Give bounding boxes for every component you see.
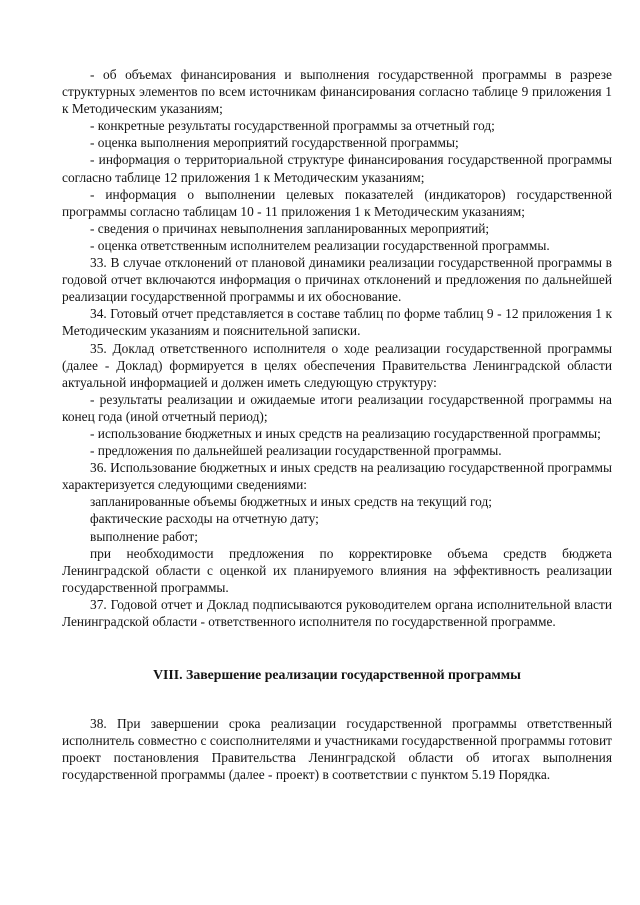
paragraph: - информация о территориальной структуре финансирования государственной программы согласно таблице 12 приложения 1 к Методическим указаниям;: [62, 152, 612, 185]
paragraphs-after-section: [62, 715, 612, 783]
paragraph: выполнение работ;: [90, 528, 198, 544]
paragraph: 33. В случае отклонений от плановой динамики реализации государственной программы в годовой отчет включаются информация о причинах отклонений и предложения по дальнейшей реализации государственной программы и их обоснование.: [62, 255, 612, 305]
document-page: [62, 66, 612, 784]
paragraph: - результаты реализации и ожидаемые итоги реализации государственной программы на конец года (иной отчетный период);: [62, 391, 612, 424]
paragraph: запланированные объемы бюджетных и иных средств на текущий год;: [90, 494, 492, 510]
paragraph: - предложения по дальнейшей реализации государственной программы.: [90, 443, 502, 459]
paragraph: - сведения о причинах невыполнения запланированных мероприятий;: [90, 220, 490, 236]
section-heading: VIII. Завершение реализации государственной программы: [153, 667, 521, 683]
paragraph: - использование бюджетных и иных средств на реализацию государственной программы;: [90, 425, 601, 441]
paragraph: фактические расходы на отчетную дату;: [90, 511, 319, 527]
paragraph: - оценка выполнения мероприятий государственной программы;: [90, 135, 459, 151]
paragraph: 36. Использование бюджетных и иных средств на реализацию государственной программы характеризуется следующими сведениями:: [62, 460, 612, 493]
paragraph: 34. Готовый отчет представляется в составе таблиц по форме таблиц 9 - 12 приложения 1 к Методическим указаниям и пояснительной записки.: [62, 306, 612, 339]
paragraph: - оценка ответственным исполнителем реализации государственной программы.: [90, 237, 550, 253]
paragraph: 35. Доклад ответственного исполнителя о ходе реализации государственной программы (далее - Доклад) формируется в целях обеспечения Правительства Ленинградской области актуальной информацией и должен иметь следующую структуру:: [62, 340, 612, 390]
paragraph: - информация о выполнении целевых показателей (индикаторов) государственной программы согласно таблицам 10 - 11 приложения 1 к Методическим указаниям;: [62, 186, 612, 219]
paragraph: 38. При завершении срока реализации государственной программы ответственный исполнитель совместно с соисполнителями и участниками государственной программы готовит проект постановления Правительства Ленинградской области об итогах выполнения государственной программы (далее - проект) в соответствии с пунктом 5.19 Порядка.: [62, 716, 612, 783]
paragraphs-before-section: [62, 66, 612, 630]
paragraph: 37. Годовой отчет и Доклад подписываются руководителем органа исполнительной власти Ленинградской области - ответственного исполнителя по государственной программе.: [62, 596, 612, 629]
paragraph: при необходимости предложения по корректировке объема средств бюджета Ленинградской области с оценкой их планируемого влияния на эффективность реализации государственной программы.: [62, 545, 612, 595]
paragraph: - конкретные результаты государственной программы за отчетный год;: [90, 118, 495, 134]
paragraph: - об объемах финансирования и выполнения государственной программы в разрезе структурных элементов по всем источникам финансирования согласно таблице 9 приложения 1 к Методическим указаниям;: [62, 67, 612, 117]
